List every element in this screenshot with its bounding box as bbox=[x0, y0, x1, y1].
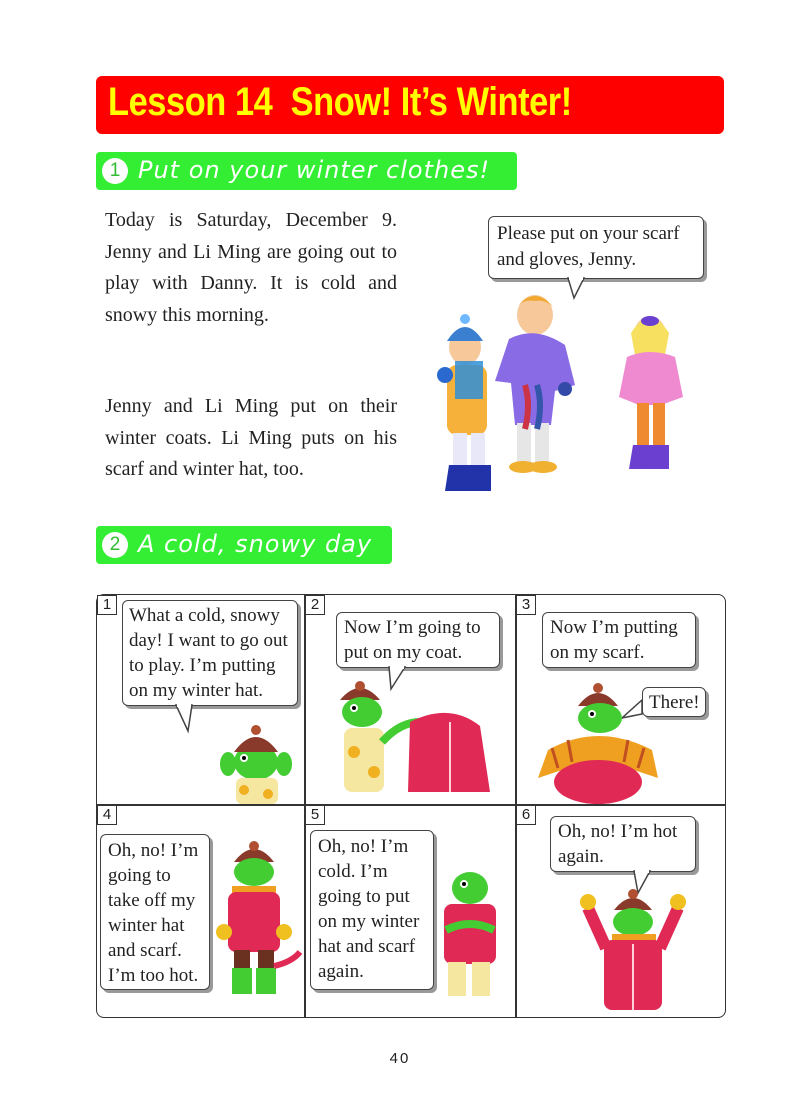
panel-4-speech-text: Oh, no! I’m going to take off my winter hat and scarf. I’m too hot. bbox=[108, 840, 199, 986]
panel-5-speech-bubble bbox=[310, 830, 434, 990]
dragon-panel-5 bbox=[430, 870, 510, 1000]
dragon-panel-1 bbox=[214, 720, 298, 804]
panel-1-speech-bubble bbox=[122, 600, 298, 706]
panel-2-speech-bubble bbox=[336, 612, 500, 668]
panel-1-speech-text: What a cold, snowy day! I want to go out to play. I’m putting on my winter hat. bbox=[129, 605, 288, 701]
dragon-panel-6 bbox=[578, 888, 688, 1014]
section-2-heading: A cold, snowy day bbox=[138, 530, 373, 558]
panel-number: 1 bbox=[97, 595, 117, 615]
panel-3-there-text: There! bbox=[649, 692, 700, 713]
panel-number: 5 bbox=[305, 805, 325, 825]
panel-number: 3 bbox=[516, 595, 536, 615]
panel-number: 6 bbox=[516, 805, 536, 825]
section-1-number: 1 bbox=[102, 158, 128, 184]
section-2-number: 2 bbox=[102, 532, 128, 558]
story-paragraph-2: Jenny and Li Ming put on their winter coats. Li Ming puts on his scarf and winter hat, too. bbox=[105, 395, 397, 480]
panel-5-speech-text: Oh, no! I’m cold. I’m going to put on my winter hat and scarf again. bbox=[318, 836, 420, 982]
panel-2-speech-text: Now I’m going to put on my coat. bbox=[344, 617, 481, 663]
dragon-panel-3 bbox=[528, 678, 668, 802]
dragon-panel-2 bbox=[330, 682, 500, 802]
panel-number: 4 bbox=[97, 805, 117, 825]
danny-figure bbox=[495, 295, 575, 473]
panel-divider bbox=[96, 804, 726, 806]
story-paragraph-1: Today is Saturday, December 9. Jenny and Li Ming are going out to play with Danny. It is cold and snowy this morning. bbox=[105, 209, 397, 326]
children-illustration bbox=[425, 285, 725, 500]
jenny-figure bbox=[619, 316, 683, 469]
panel-6-speech-text: Oh, no! I’m hot again. bbox=[558, 821, 678, 867]
panel-3-speech-text: Now I’m putting on my scarf. bbox=[550, 617, 678, 663]
section-1-heading: Put on your winter clothes! bbox=[138, 156, 491, 184]
panel-3-speech-bubble bbox=[542, 612, 696, 668]
danny-speech-bubble bbox=[488, 216, 704, 279]
panel-4-speech-bubble bbox=[100, 834, 210, 990]
bubble-tail bbox=[172, 705, 202, 735]
panel-number: 2 bbox=[305, 595, 325, 615]
danny-speech-text: Please put on your scarf and gloves, Jenny. bbox=[497, 223, 680, 270]
li-ming-figure bbox=[437, 314, 491, 491]
lesson-title: Lesson 14 Snow! It’s Winter! bbox=[108, 80, 572, 124]
page-number: 40 bbox=[389, 1050, 411, 1067]
dragon-panel-4 bbox=[212, 840, 302, 1000]
panel-6-speech-bubble bbox=[550, 816, 696, 872]
